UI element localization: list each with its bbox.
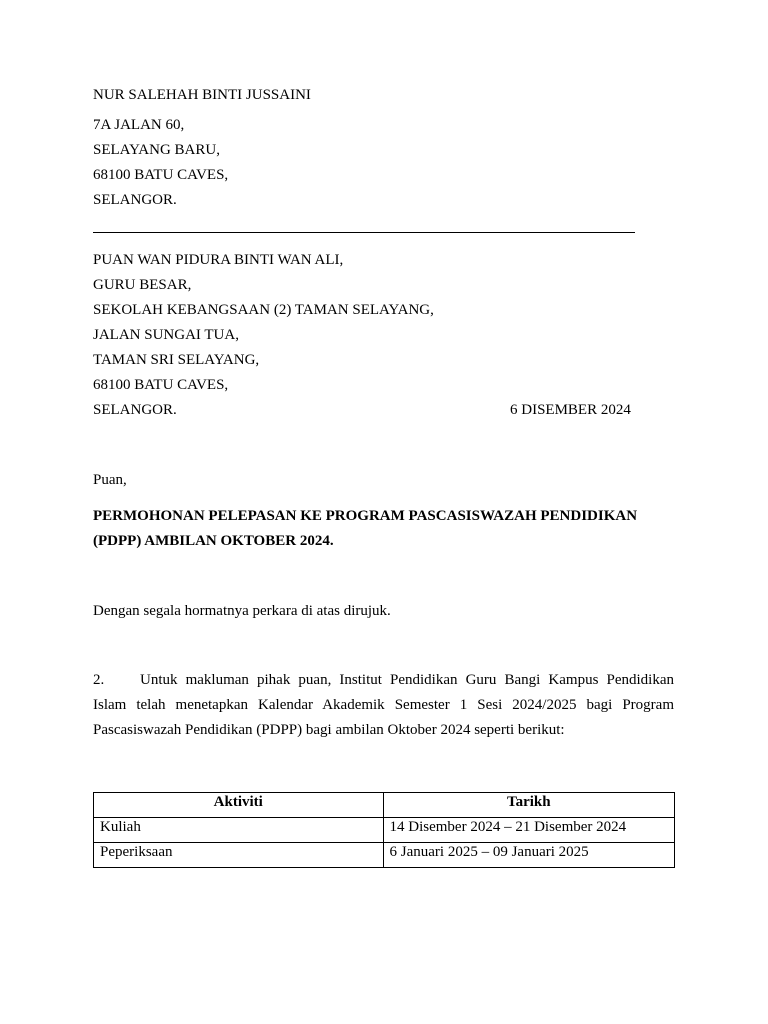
- table-row: [94, 818, 675, 843]
- paragraph-2-line-3: Pascasiswazah Pendidikan (PDPP) bagi ambilan Oktober 2024 seperti berikut:: [93, 722, 565, 738]
- table-row: [94, 843, 675, 868]
- paragraph-2-line-1: [93, 668, 674, 693]
- sender-name: NUR SALEHAH BINTI JUSSAINI: [93, 87, 311, 103]
- paragraph-2: [93, 668, 674, 743]
- salutation: Puan,: [93, 472, 127, 488]
- subject-line-2: (PDPP) AMBILAN OKTOBER 2024.: [93, 533, 334, 549]
- cell-date: 6 Januari 2025 – 09 Januari 2025: [383, 843, 674, 868]
- cell-date: 14 Disember 2024 – 21 Disember 2024: [383, 818, 674, 843]
- recipient-line-1: PUAN WAN PIDURA BINTI WAN ALI,: [93, 252, 344, 268]
- recipient-line-2: GURU BESAR,: [93, 277, 192, 293]
- cell-activity: Peperiksaan: [94, 843, 384, 868]
- recipient-line-4: JALAN SUNGAI TUA,: [93, 327, 239, 343]
- table-header-row: [94, 793, 675, 818]
- schedule-table: [93, 792, 675, 868]
- recipient-line-7: SELANGOR.: [93, 402, 177, 418]
- sender-address-line-4: SELANGOR.: [93, 192, 177, 208]
- header-divider: [93, 232, 635, 233]
- header-tarikh: Tarikh: [383, 793, 674, 818]
- paragraph-1: Dengan segala hormatnya perkara di atas dirujuk.: [93, 603, 391, 619]
- recipient-line-3: SEKOLAH KEBANGSAAN (2) TAMAN SELAYANG,: [93, 302, 434, 318]
- recipient-line-5: TAMAN SRI SELAYANG,: [93, 352, 260, 368]
- header-aktiviti: Aktiviti: [94, 793, 384, 818]
- paragraph-number: 2.: [93, 672, 105, 688]
- letter-date: 6 DISEMBER 2024: [510, 402, 631, 418]
- cell-activity: Kuliah: [94, 818, 384, 843]
- paragraph-2-text-1: Untuk makluman pihak puan, Institut Pendidikan Guru Bangi Kampus Pendidikan: [140, 672, 674, 688]
- sender-address-line-1: 7A JALAN 60,: [93, 117, 185, 133]
- recipient-line-6: 68100 BATU CAVES,: [93, 377, 229, 393]
- sender-address-line-3: 68100 BATU CAVES,: [93, 167, 229, 183]
- subject-line-1: PERMOHONAN PELEPASAN KE PROGRAM PASCASISWAZAH PENDIDIKAN: [93, 508, 638, 524]
- paragraph-2-line-2: Islam telah menetapkan Kalendar Akademik Semester 1 Sesi 2024/2025 bagi Program: [93, 697, 674, 713]
- sender-address-line-2: SELAYANG BARU,: [93, 142, 220, 158]
